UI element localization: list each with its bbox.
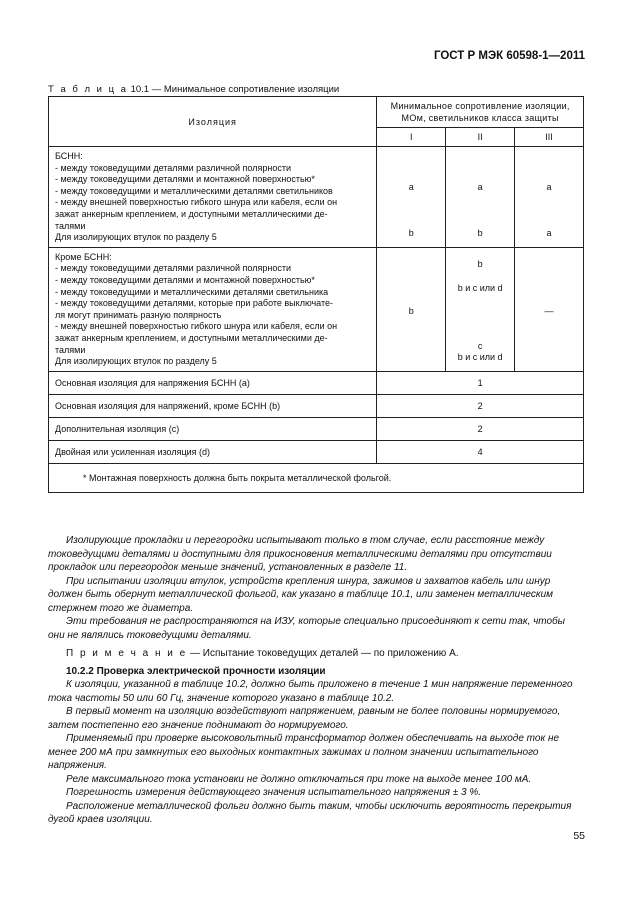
paragraph: Погрешность измерения действующего значения испытательного напряжения ± 3 %. (66, 787, 482, 798)
cell-value (515, 159, 583, 171)
table-footnote-row (49, 463, 584, 492)
cell-value (377, 294, 445, 306)
cell-value (515, 147, 583, 159)
insulation-table (48, 96, 584, 493)
cell-value: a (477, 181, 483, 192)
cell-value (515, 271, 583, 283)
cell-value (446, 217, 514, 229)
row-label: Двойная или усиленная изоляция (d) (49, 440, 377, 463)
group-line: зажат анкерным креплением, и доступными металлическими де- (55, 208, 328, 219)
cell-value (446, 271, 514, 283)
cell-value (515, 217, 583, 229)
header-min-resistance (377, 97, 584, 128)
cell-value: a (546, 228, 552, 239)
group-line: БСНН: (55, 151, 83, 161)
group-line: - между токоведущими деталями и монтажной поверхностью* (55, 274, 315, 285)
group-line: талями (55, 344, 86, 355)
paragraph: Расположение металлической фольги должно быть таким, чтобы исключить вероятность перекрытия дугой краев изоляции. (48, 800, 572, 825)
cell-value (515, 329, 583, 341)
cell-value: b (477, 259, 483, 270)
header-class-3: III (515, 128, 584, 147)
note (66, 647, 584, 661)
cell-value (446, 170, 514, 182)
header-class-1: I (377, 128, 446, 147)
table-row (49, 440, 584, 463)
paragraph: Применяемый при проверке высоковольтный трансформатор должен обеспечивать на выходе ток не менее 200 мА при замкнутых его выходных контактных зажимах и полном значении испытательного напряжения. (48, 733, 560, 771)
cell-value: b (477, 228, 483, 239)
body-text (48, 534, 584, 827)
group-selv-text (49, 147, 377, 248)
cell-value (377, 329, 445, 341)
table-caption (48, 84, 339, 95)
cell-value (377, 217, 445, 229)
group-line: - между токоведущими и металлическими деталями светильника (55, 286, 329, 297)
cell-value: b (408, 305, 414, 316)
cell-value (515, 352, 583, 364)
group-line: талями (55, 220, 86, 231)
cell-value (446, 294, 514, 306)
cell-value (377, 170, 445, 182)
paragraph: Эти требования не распространяются на ИЗУ, которые специально присоединяют к сети так, чтобы они не являлись токоведущими деталями. (48, 616, 566, 641)
cell-value (446, 159, 514, 171)
cell-value (515, 205, 583, 217)
row-value: 2 (377, 417, 584, 440)
page-number: 55 (573, 830, 585, 842)
group-selv-class1 (377, 147, 446, 248)
group-nonselv-text (49, 247, 377, 371)
cell-value (377, 193, 445, 205)
table-row (49, 417, 584, 440)
caption-prefix: Т а б л и ц а (48, 84, 128, 95)
row-label: Основная изоляция для напряжений, кроме БСНН (b) (49, 394, 377, 417)
row-label: Основная изоляция для напряжения БСНН (а) (49, 371, 377, 394)
group-selv-class3 (515, 147, 584, 248)
cell-value: b и c или d (457, 352, 503, 363)
caption-title: 10.1 — Минимальное сопротивление изоляции (127, 84, 340, 95)
cell-value (446, 205, 514, 217)
group-nonselv-class1 (377, 247, 446, 371)
header-insulation: Изоляция (49, 97, 377, 147)
cell-value (515, 170, 583, 182)
group-selv-class2 (446, 147, 515, 248)
cell-value (377, 147, 445, 159)
table-row (49, 394, 584, 417)
group-line: - между внешней поверхностью гибкого шнура или кабеля, если он (55, 197, 338, 208)
cell-value (446, 306, 514, 318)
note-text: — Испытание токоведущих деталей — по приложению А. (187, 648, 459, 659)
group-nonselv-class3 (515, 247, 584, 371)
row-label: Дополнительная изоляция (с) (49, 417, 377, 440)
paragraph: Изолирующие прокладки и перегородки испытывают только в том случае, если расстояние между токоведущими деталями и доступными для прикосновения металлическими деталями при отсутствии прокладок или перегородок меньше значений, установленных в разделе 11. (48, 535, 552, 573)
cell-value (377, 205, 445, 217)
header-min-line1: Минимальное сопротивление изоляции, (390, 101, 570, 111)
paragraph: К изоляции, указанной в таблице 10.2, должно быть приложено в течение 1 мин напряжение переменного тока частоты 50 или 60 Гц, значение которого указано в таблице 10.2. (48, 679, 573, 704)
cell-value (515, 294, 583, 306)
paragraph: В первый момент на изоляцию воздействуют напряжением, равным не более половины нормируемого, затем постепенно его значение поднимают до нормируемого. (48, 706, 561, 731)
cell-value (377, 283, 445, 295)
cell-value (515, 341, 583, 353)
cell-value (446, 329, 514, 341)
group-selv-row (49, 147, 584, 248)
cell-value: b (408, 228, 414, 239)
group-line: Кроме БСНН: (55, 251, 112, 262)
group-line: - между токоведущими деталями, которые при работе выключате- (55, 298, 334, 309)
group-line: ля могут принимать разную полярность (55, 309, 222, 320)
group-line: - между токоведущими и металлическими деталями светильников (55, 185, 333, 196)
cell-value (377, 352, 445, 364)
row-value: 1 (377, 371, 584, 394)
cell-value: a (546, 181, 552, 192)
cell-value: a (408, 181, 414, 192)
standard-header: ГОСТ Р МЭК 60598-1—2011 (433, 50, 585, 62)
cell-value (377, 159, 445, 171)
cell-value: b и c или d (457, 282, 503, 293)
group-line: - между внешней поверхностью гибкого шнура или кабеля, если он (55, 321, 338, 332)
cell-value (446, 248, 514, 260)
cell-value (446, 193, 514, 205)
section-heading: 10.2.2 Проверка электрической прочности изоляции (66, 665, 326, 677)
header-class-2: II (446, 128, 515, 147)
group-line: - между токоведущими деталями различной полярности (55, 263, 291, 274)
group-line: зажат анкерным креплением, и доступными металлическими де- (55, 332, 328, 343)
cell-value (515, 317, 583, 329)
cell-value: c (477, 340, 483, 351)
group-line: - между токоведущими деталями различной полярности (55, 162, 291, 173)
cell-value (377, 317, 445, 329)
paragraph: При испытании изоляции втулок, устройств крепления шнура, зажимов и захватов кабель или шнур должен быть обернут металлической фольгой, как указано в таблице 10.1, или заменен металлическим стержнем того же диаметра. (48, 575, 553, 614)
group-line: Для изолирующих втулок по разделу 5 (55, 356, 217, 367)
note-prefix: П р и м е ч а н и е (66, 648, 188, 659)
row-value: 2 (377, 394, 584, 417)
cell-value (515, 283, 583, 295)
group-nonselv-row (49, 247, 584, 371)
table-footnote: * Монтажная поверхность должна быть покрыта металлической фольгой. (49, 463, 584, 492)
group-nonselv-class2 (446, 247, 515, 371)
table-row (49, 371, 584, 394)
cell-value (515, 259, 583, 271)
header-min-line2: МОм, светильников класса защиты (401, 113, 559, 123)
cell-value (446, 147, 514, 159)
cell-value: — (544, 305, 554, 316)
cell-value (377, 248, 445, 260)
cell-value (446, 317, 514, 329)
cell-value (515, 193, 583, 205)
group-line: Для изолирующих втулок по разделу 5 (55, 232, 217, 243)
cell-value (377, 259, 445, 271)
cell-value (515, 248, 583, 260)
group-line: - между токоведущими деталями и монтажной поверхностью* (55, 174, 315, 185)
cell-value (377, 341, 445, 353)
cell-value (377, 271, 445, 283)
paragraph: Реле максимального тока установки не должно отключаться при токе на выходе менее 100 мА. (66, 773, 532, 785)
row-value: 4 (377, 440, 584, 463)
